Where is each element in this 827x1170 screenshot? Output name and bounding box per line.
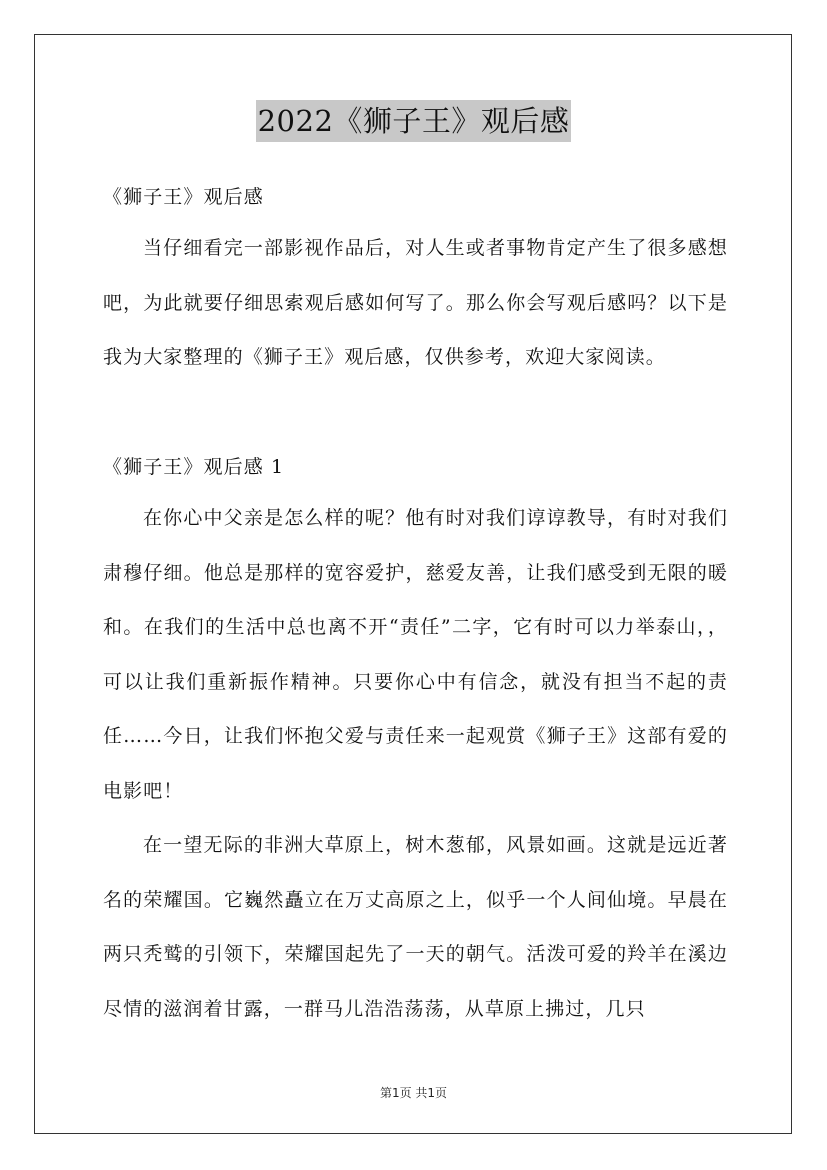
page-footer: 第1页 共1页 (379, 1086, 448, 1100)
body-paragraph-2: 在一望无际的非洲大草原上，树木葱郁，风景如画。这就是远近著名的荣耀国。它巍然矗立在万丈高原之上，似乎一个人间仙境。早晨在两只秃鹫的引领下，荣耀国起先了一天的朝气。活泼可爱的羚羊在溪边尽情的滋润着甘露，一群马儿浩浩荡荡，从草原上拂过，几只 (103, 834, 728, 1020)
intro-block (103, 221, 728, 385)
document-title: 2022《狮子王》观后感 (256, 100, 572, 142)
section-heading: 《狮子王》观后感 1 (103, 456, 285, 478)
body-paragraph-1: 在你心中父亲是怎么样的呢？他有时对我们谆谆教导，有时对我们肃穆仔细。他总是那样的宽容爱护，慈爱友善，让我们感受到无限的暖和。在我们的生活中总也离不开“责任”二字，它有时可以力举泰山，，可以让我们重新振作精神。只要你心中有信念，就没有担当不起的责任……今日，让我们怀抱父爱与责任来一起观赏《狮子王》这部有爱的电影吧！ (103, 507, 728, 802)
title-container (0, 100, 827, 142)
body-block (103, 491, 728, 1036)
subtitle: 《狮子王》观后感 (103, 186, 264, 208)
intro-paragraph: 当仔细看完一部影视作品后，对人生或者事物肯定产生了很多感想吧，为此就要仔细思索观后感如何写了。那么你会写观后感吗？以下是我为大家整理的《狮子王》观后感，仅供参考，欢迎大家阅读。 (103, 237, 728, 368)
